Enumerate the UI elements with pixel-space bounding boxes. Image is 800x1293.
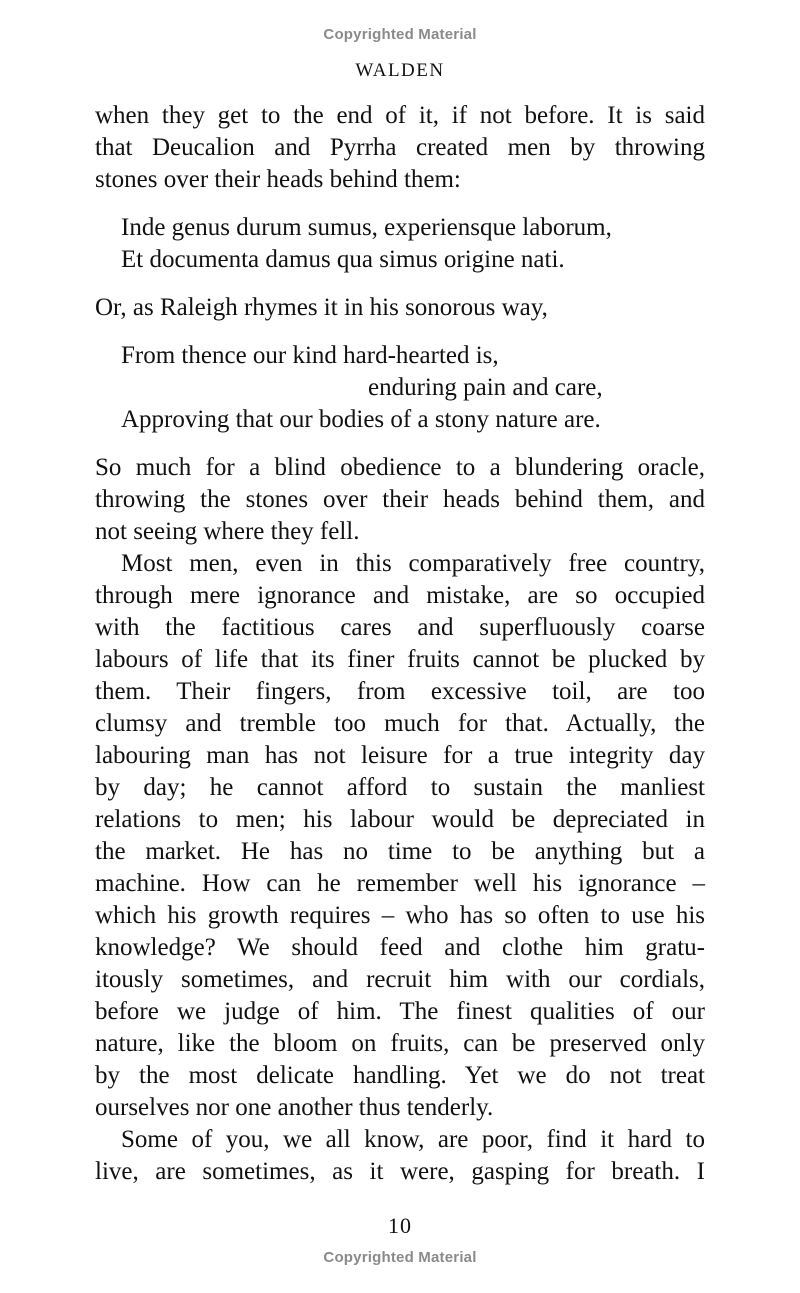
verse-quote-raleigh (95, 340, 705, 436)
verse-line: From thence our kind hard-hearted is, (121, 342, 499, 369)
text-line: labours of life that its finer fruits cannot be plucked by (95, 646, 705, 673)
text-line: not seeing where they fell. (95, 518, 360, 545)
text-line: through mere ignorance and mistake, are so occupied (95, 582, 705, 609)
copyright-watermark-bottom: Copyrighted Material (323, 1249, 477, 1266)
paragraph-2 (95, 292, 705, 324)
spacer (95, 436, 705, 452)
text-line: clumsy and tremble too much for that. Actually, the (95, 710, 705, 737)
verse-line: Et documenta damus qua simus origine nati. (121, 246, 565, 273)
text-line: by day; he cannot afford to sustain the manliest (95, 774, 705, 801)
spacer (95, 196, 705, 212)
text-line: machine. How can he remember well his ignorance – (95, 870, 705, 897)
text-line: stones over their heads behind them: (95, 166, 461, 193)
page-body (95, 100, 705, 1188)
text-line: the market. He has no time to be anything but a (95, 838, 705, 865)
paragraph-1 (95, 100, 705, 196)
running-head: WALDEN (355, 60, 445, 81)
text-line: Some of you, we all know, are poor, find it hard to (121, 1126, 705, 1153)
verse-line: enduring pain and care, (368, 374, 603, 401)
page-number: 10 (388, 1213, 412, 1238)
text-line: ourselves nor one another thus tenderly. (95, 1094, 494, 1121)
verse-line: Inde genus durum sumus, experiensque laborum, (121, 214, 612, 241)
text-line: with the factitious cares and superfluously coarse (95, 614, 705, 641)
paragraph-5 (95, 1124, 705, 1188)
text-line: them. Their fingers, from excessive toil, are too (95, 678, 705, 705)
text-line: when they get to the end of it, if not before. It is said (95, 102, 705, 129)
verse-quote-latin (95, 212, 705, 276)
paragraph-3 (95, 452, 705, 548)
text-line: knowledge? We should feed and clothe him gratu- (95, 934, 705, 961)
text-line: before we judge of him. The finest qualities of our (95, 998, 705, 1025)
text-line: labouring man has not leisure for a true integrity day (95, 742, 705, 769)
text-line: which his growth requires – who has so often to use his (95, 902, 705, 929)
spacer (95, 324, 705, 340)
text-line: itously sometimes, and recruit him with our cordials, (95, 966, 705, 993)
verse-line: Approving that our bodies of a stony nature are. (121, 406, 601, 433)
paragraph-4 (95, 548, 705, 1124)
text-line: relations to men; his labour would be depreciated in (95, 806, 705, 833)
text-line: that Deucalion and Pyrrha created men by throwing (95, 134, 705, 161)
text-line: by the most delicate handling. Yet we do not treat (95, 1062, 705, 1089)
copyright-watermark-top: Copyrighted Material (323, 26, 477, 43)
text-line: Most men, even in this comparatively free country, (121, 550, 705, 577)
spacer (95, 276, 705, 292)
text-line: So much for a blind obedience to a blundering oracle, (95, 454, 705, 481)
text-line: Or, as Raleigh rhymes it in his sonorous way, (95, 294, 548, 321)
text-line: throwing the stones over their heads behind them, and (95, 486, 705, 513)
text-line: nature, like the bloom on fruits, can be preserved only (95, 1030, 705, 1057)
text-line: live, are sometimes, as it were, gasping for breath. I (95, 1158, 705, 1185)
